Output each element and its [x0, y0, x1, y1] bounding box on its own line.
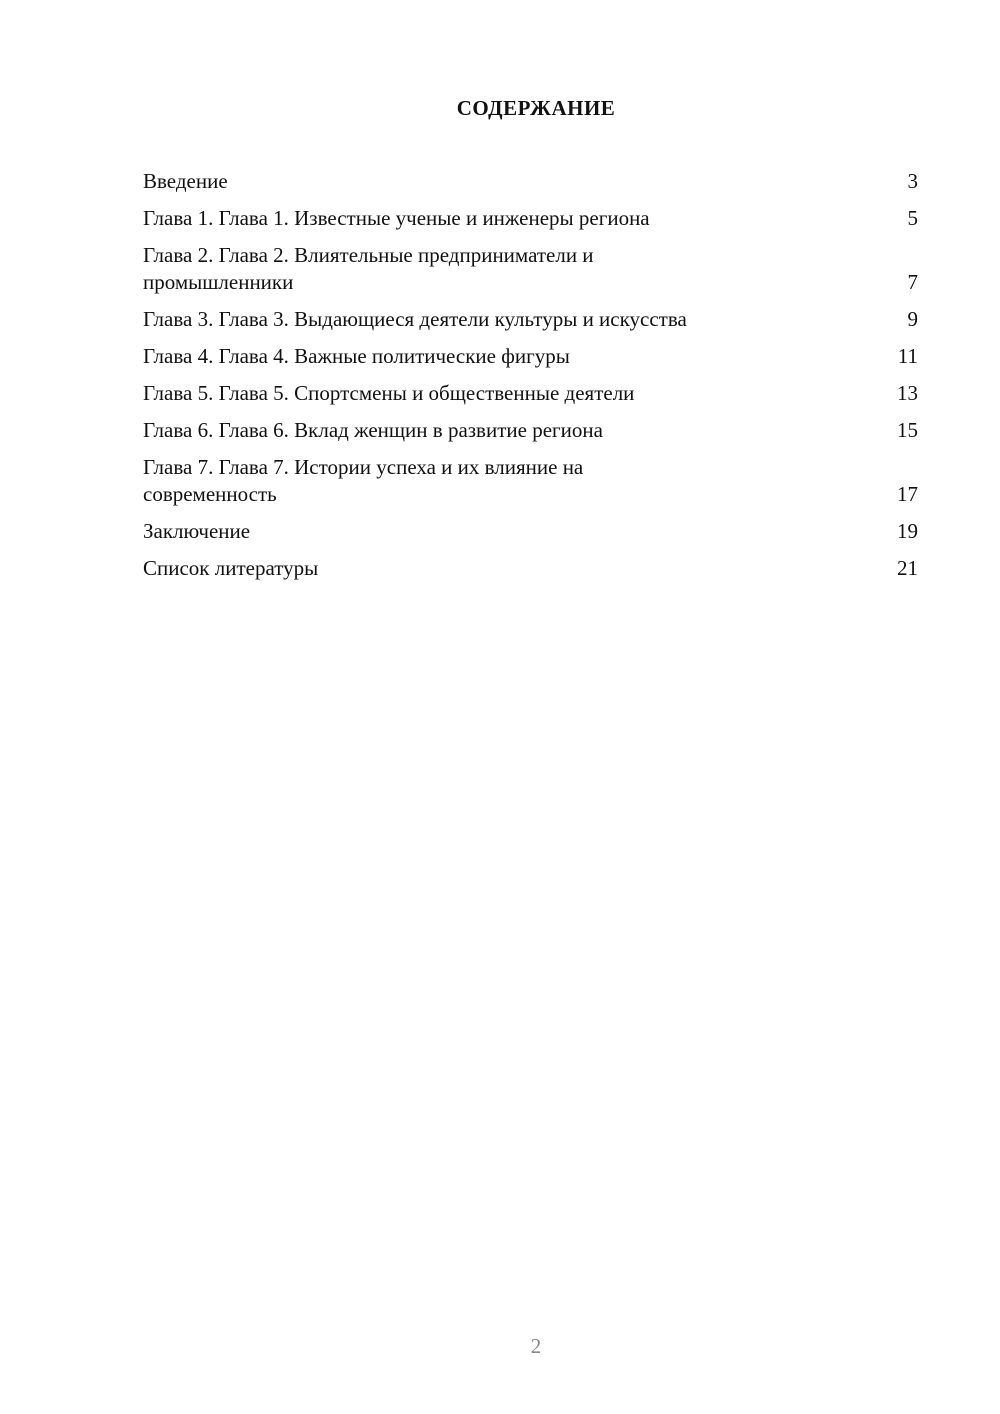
toc-entry-label: Глава 6. Глава 6. Вклад женщин в развитие региона [143, 418, 603, 442]
toc-entry-label: Глава 1. Глава 1. Известные ученые и инженеры региона [143, 206, 650, 230]
toc-entry-conclusion[interactable] [143, 518, 918, 545]
toc-entry-chapter-4[interactable] [143, 343, 918, 370]
toc-entry-page: 5 [907, 206, 918, 230]
toc-entry-page: 21 [897, 556, 918, 580]
toc-entry-label: Глава 7. Глава 7. Истории успеха и их влияние на современность [143, 455, 584, 506]
toc-entry-label: Введение [143, 169, 228, 193]
toc-entry-chapter-5[interactable] [143, 380, 918, 407]
table-of-contents [143, 168, 918, 592]
page-number: 2 [530, 1334, 542, 1358]
toc-entry-page: 15 [897, 418, 918, 442]
toc-entry-page: 13 [897, 381, 918, 405]
toc-entry-page: 3 [907, 169, 918, 193]
toc-entry-bibliography[interactable] [143, 555, 918, 582]
toc-entry-chapter-2[interactable] [143, 242, 918, 296]
toc-entry-introduction[interactable] [143, 168, 918, 195]
toc-entry-chapter-3[interactable] [143, 306, 918, 333]
toc-entry-label: Глава 4. Глава 4. Важные политические фигуры [143, 344, 570, 368]
page-title: СОДЕРЖАНИЕ [456, 96, 616, 120]
toc-entry-page: 17 [897, 482, 918, 506]
toc-entry-label: Глава 5. Глава 5. Спортсмены и общественные деятели [143, 381, 635, 405]
toc-entry-label: Заключение [143, 519, 251, 543]
toc-entry-chapter-1[interactable] [143, 205, 918, 232]
toc-entry-chapter-6[interactable] [143, 417, 918, 444]
toc-entry-page: 9 [907, 307, 918, 331]
toc-entry-chapter-7[interactable] [143, 454, 918, 508]
toc-entry-page: 19 [897, 519, 918, 543]
toc-entry-label: Список литературы [143, 556, 319, 580]
toc-entry-page: 11 [897, 344, 918, 368]
toc-entry-page: 7 [907, 270, 918, 294]
toc-entry-label: Глава 3. Глава 3. Выдающиеся деятели культуры и искусства [143, 307, 687, 331]
toc-entry-label: Глава 2. Глава 2. Влиятельные предприниматели и промышленники [143, 243, 594, 294]
